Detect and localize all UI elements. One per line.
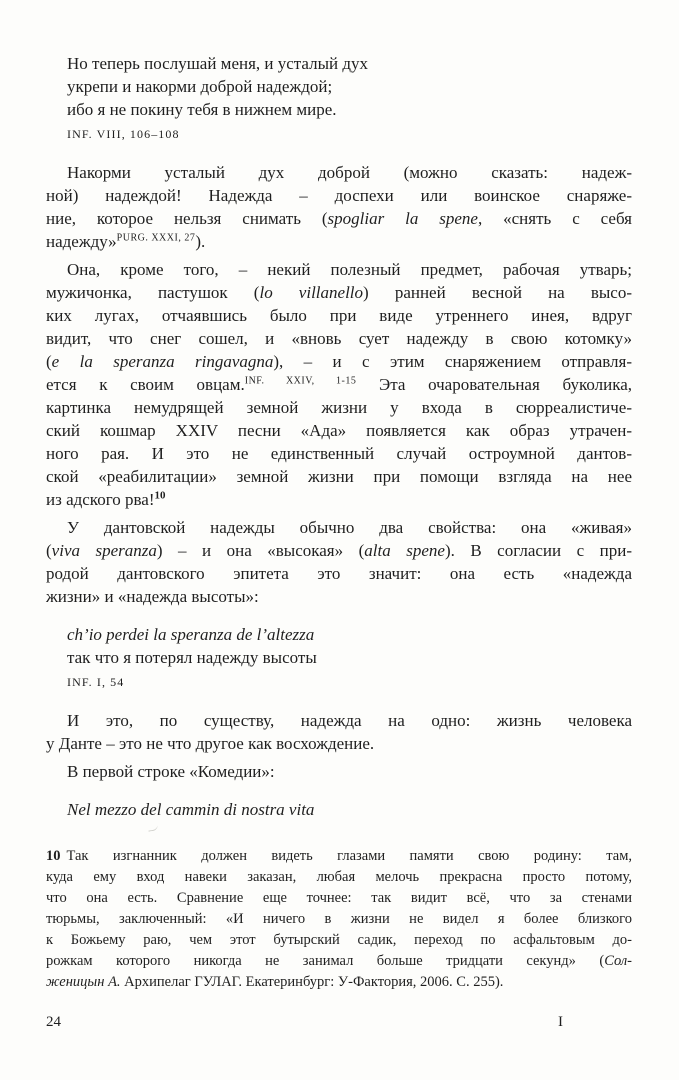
text-line: [46, 516, 632, 539]
text-segment: Архипелаг ГУЛАГ. Екатеринбург: У-Фактория, 2006. С. 255).: [120, 974, 504, 990]
text-segment: ного рая. И это не единственный случай остроумной дантов-: [46, 444, 632, 463]
text-line: [46, 951, 632, 972]
text-line: [46, 419, 632, 442]
text-segment: из адского рва!: [46, 490, 155, 509]
text-segment: тюрьмы, заключенный: «И ничего в жизни не видел я более близкого: [46, 911, 632, 927]
italic-segment: viva speranza: [51, 541, 157, 560]
footnote: [46, 846, 632, 993]
text-segment: рожкам которого никогда не занимал больше тридцати секунд» (: [46, 953, 605, 969]
text-line: [46, 207, 632, 230]
italic-segment: lo villanello: [259, 283, 364, 302]
text-segment: Эта очаровательная буколика,: [356, 375, 632, 394]
text-segment: ский кошмар XXIV песни «Ада» появляется как образ утрачен-: [46, 421, 632, 440]
text-line: [46, 396, 632, 419]
text-segment: Накорми усталый дух доброй (можно сказать: надеж-: [67, 163, 632, 182]
text-segment: так что я потерял надежду высоты: [67, 648, 317, 667]
verse-reference: INF. VIII, 106–108: [67, 127, 180, 141]
text-segment: родой дантовского эпитета это значит: она есть «надежда: [46, 564, 632, 583]
text-segment: , «снять с себя: [477, 209, 632, 228]
text-line: [46, 488, 632, 511]
text-segment: куда ему вход навеки заказан, любая мелочь прекрасна просто потому,: [46, 869, 632, 885]
reference-superscript: PURG. XXXI, 27: [116, 232, 196, 244]
text-line: [46, 972, 632, 993]
verse-block: [67, 52, 632, 146]
verse-block: [67, 798, 632, 821]
text-line: [46, 732, 632, 755]
text-line: [46, 327, 632, 350]
text-segment: укрепи и накорми доброй надеждой;: [67, 77, 333, 96]
text-line: [46, 585, 632, 608]
text-segment: ких лугах, отчаявшись было при виде утреннего инея, вдруг: [46, 306, 632, 325]
text-segment: Она, кроме того, – некий полезный предмет, рабочая утварь;: [67, 260, 632, 279]
text-line: [46, 888, 632, 909]
text-segment: ной) надеждой! Надежда – доспехи или воинское снаряже-: [46, 186, 632, 205]
text-segment: видит, что снег сошел, и «вновь сует надежду в свою котомку»: [46, 329, 632, 348]
text-segment: ). В согласии с при-: [444, 541, 632, 560]
text-line: [46, 846, 632, 867]
text-segment: (: [46, 352, 52, 371]
verse-line: [67, 669, 632, 694]
text-line: [46, 230, 632, 253]
text-segment: ние, которое нельзя снимать (: [46, 209, 328, 228]
paragraph: [46, 709, 632, 755]
text-segment: ибо я не покину тебя в нижнем мире.: [67, 100, 337, 119]
text-segment: (: [46, 541, 52, 560]
paragraph: [46, 516, 632, 608]
italic-segment: женицын А.: [46, 974, 121, 990]
text-segment: ) ранней весной на высо-: [363, 283, 632, 302]
text-line: [46, 442, 632, 465]
text-segment: у Данте – это не что другое как восхождение.: [46, 734, 375, 753]
verse-line: [67, 646, 632, 669]
paragraph: [46, 161, 632, 253]
verse-line: [67, 75, 632, 98]
verse-line: [67, 121, 632, 146]
verse-line: [67, 52, 632, 75]
footnote-marker: 10: [154, 489, 166, 502]
paragraph: [46, 258, 632, 511]
main-text: [46, 52, 632, 836]
text-segment: ется к своим овцам.: [46, 375, 245, 394]
chapter-number: I: [558, 1014, 563, 1030]
text-segment: У дантовской надежды обычно два свойства: она «живая»: [67, 518, 632, 537]
text-line: [46, 304, 632, 327]
reference-superscript: INF. XXIV, 1-15: [244, 375, 357, 387]
paragraph: [46, 846, 632, 993]
page-number: 24: [46, 1014, 61, 1030]
text-line: [46, 465, 632, 488]
text-segment: И это, по существу, надежда на одно: жизнь человека: [67, 711, 632, 730]
text-segment: ской «реабилитации» земной жизни при помощи взгляда на нее: [46, 467, 632, 486]
verse-line: [67, 623, 632, 646]
verse-block: [67, 623, 632, 694]
text-segment: ).: [195, 232, 206, 251]
verse-line: [67, 98, 632, 121]
text-line: [46, 258, 632, 281]
text-segment: надежду»: [46, 232, 117, 251]
footnote-number: 10: [46, 848, 61, 864]
text-line: [46, 562, 632, 585]
text-line: [46, 930, 632, 951]
text-line: [46, 909, 632, 930]
text-segment: ) – и она «высокая» (: [156, 541, 365, 560]
text-line: [46, 161, 632, 184]
text-line: [46, 350, 632, 373]
text-line: [46, 867, 632, 888]
text-line: [46, 281, 632, 304]
text-segment: к Божьему раю, чем этот бутырский садик, переход по асфальтовым до-: [46, 932, 632, 948]
text-segment: что она есть. Сравнение еще точнее: так видит всё, что за стенами: [46, 890, 632, 906]
page-footer: [46, 1012, 632, 1032]
text-line: [46, 760, 632, 783]
text-line: [46, 184, 632, 207]
text-segment: жизни» и «надежда высоты»:: [46, 587, 259, 606]
text-line: [46, 373, 632, 396]
italic-segment: Nel mezzo del cammin di nostra vita: [67, 800, 315, 819]
verse-reference: INF. I, 54: [67, 675, 125, 689]
italic-segment: spogliar la spene: [327, 209, 478, 228]
text-segment: Но теперь послушай меня, и усталый дух: [67, 54, 369, 73]
text-segment: Так изгнанник должен видеть глазами памяти свою родину: там,: [66, 848, 632, 864]
text-line: [46, 709, 632, 732]
italic-segment: e la speranza ringavagna: [51, 352, 274, 371]
text-segment: ), – и с этим снаряжением отправля-: [273, 352, 633, 371]
italic-segment: alta spene: [364, 541, 445, 560]
text-segment: мужичонка, пастушок (: [46, 283, 260, 302]
text-line: [46, 539, 632, 562]
paragraph: [46, 760, 632, 783]
italic-segment: Сол-: [604, 953, 632, 969]
verse-line: [67, 798, 632, 821]
italic-segment: ch’io perdei la speranza de l’altezza: [67, 625, 315, 644]
text-segment: В первой строке «Комедии»:: [67, 762, 275, 781]
text-segment: картинка немудрящей земной жизни у входа в сюрреалистиче-: [46, 398, 632, 417]
